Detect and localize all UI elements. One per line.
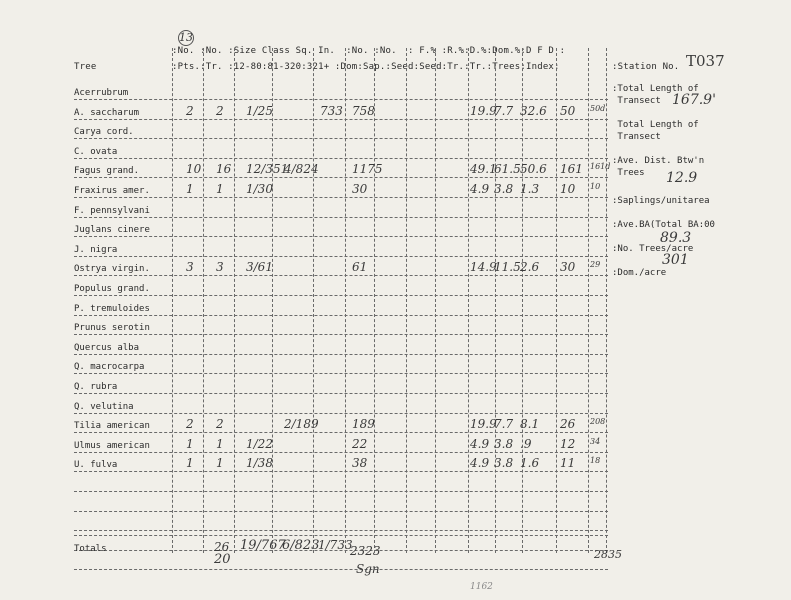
cell-r: 3.8 [494, 456, 514, 471]
cell-domp: 12 [560, 436, 576, 451]
col-line [345, 48, 346, 553]
cell-s2: 4/824 [284, 162, 319, 177]
row-rule [74, 373, 608, 374]
row-rule [74, 393, 608, 394]
cell-tr: 16 [216, 162, 232, 177]
species-name: Juglans cinere [74, 225, 150, 236]
cell-s3: 733 [320, 103, 343, 118]
species-name: Acerrubrum [74, 88, 129, 98]
cell-f: 49.1 [470, 162, 497, 177]
station-label: :Station No. [612, 62, 680, 72]
avg-dist-label: :Ave. Dist. Btw'n [612, 156, 705, 166]
cell-domp: 161 [560, 162, 583, 177]
cell-extra: 10 [590, 182, 601, 191]
cell-extra: 34 [590, 436, 601, 446]
avg-dist-value: 12.9 [666, 170, 698, 186]
totals-label: Totals [74, 544, 107, 554]
col-line [495, 48, 496, 553]
row-rule [74, 413, 608, 414]
cell-domp: 30 [560, 260, 576, 275]
cell-s2: 2/189 [284, 417, 319, 432]
cell-tr: 1 [216, 456, 224, 471]
cell-s1: 1/22 [246, 436, 273, 451]
cell-tr: 3 [216, 260, 224, 275]
col-line [172, 48, 173, 553]
saplings-label: :Saplings/unitarea [612, 196, 710, 206]
trees-acre-value: 301 [662, 252, 689, 268]
row-rule [74, 177, 608, 178]
cell-extra: 208 [590, 417, 606, 427]
species-name: Populus grand. [74, 284, 150, 294]
cell-extra: 29 [590, 260, 601, 270]
cell-dom: 758 [352, 103, 375, 118]
cell-f: 4.9 [470, 456, 490, 471]
row-rule [74, 158, 608, 159]
species-name: F. pennsylvani [74, 205, 150, 216]
cell-domp: 11 [560, 456, 576, 471]
cell-pts: 3 [186, 260, 194, 275]
species-name: Quercus alba [74, 342, 140, 353]
cell-f: 19.9 [470, 417, 497, 432]
totals-tr: 26 [214, 540, 230, 554]
cell-domp: 26 [560, 417, 576, 432]
total-length-label: :Total Length of [612, 84, 699, 94]
cell-pts: 2 [186, 103, 194, 118]
species-name: P. tremuloides [74, 303, 150, 314]
header-line-2: :Pts.:Tr. :12-80:81-320:321+ :Dom:Sap.:Seed:Seed:Tr.:Tr.:Trees:Index: [172, 62, 560, 72]
col-line [313, 48, 314, 553]
header-tree-label: Tree [74, 62, 97, 72]
totals-rule [74, 535, 608, 536]
species-name: Q. rubra [74, 382, 118, 392]
species-name: A. saccharum [74, 107, 140, 118]
cell-d: 32.6 [520, 103, 547, 118]
row-rule [74, 119, 608, 120]
cell-extra: 50d [590, 103, 606, 113]
cell-tr: 1 [216, 182, 224, 196]
cell-tr: 2 [216, 103, 224, 118]
col-line [606, 48, 607, 553]
row-rule [74, 275, 608, 276]
signature: Sgn [356, 562, 380, 576]
species-name: Q. velutina [74, 401, 134, 412]
cell-tr: 2 [216, 417, 224, 432]
cell-r: 61.5 [494, 162, 521, 177]
cell-r: 7.7 [494, 103, 514, 118]
cell-dom: 22 [352, 436, 368, 451]
col-line [272, 48, 273, 553]
cell-dom: 189 [352, 417, 375, 432]
cell-f: 19.9 [470, 103, 497, 118]
row-rule [74, 197, 608, 198]
col-line [234, 48, 235, 553]
cell-s1: 1/25 [246, 103, 273, 118]
species-name: J. nigra [74, 244, 118, 255]
species-name: C. ovata [74, 146, 118, 157]
col-line [406, 48, 407, 553]
row-rule [74, 217, 608, 218]
cell-s1: 1/38 [246, 456, 273, 471]
species-name: Tilia american [74, 421, 150, 432]
header-line-1: :No. :No. :Size Class Sq. In. :No. :No. : F.% :R.%:D.%:Dom.%:D F D : [172, 46, 566, 56]
cell-domp: 50 [560, 103, 576, 118]
cell-extra: 161d [590, 162, 611, 172]
cell-dom: 1175 [352, 162, 383, 177]
cell-d: 50.6 [520, 162, 547, 177]
cell-d: 1.3 [520, 182, 540, 196]
cell-tr: 1 [216, 436, 224, 451]
totals-right: 2835 [594, 548, 622, 561]
total-length-label-2: Transect [612, 96, 661, 106]
species-name: Carya cord. [74, 127, 134, 138]
cell-s1: 3/61 [246, 260, 273, 275]
row-rule [74, 471, 608, 472]
row-rule [74, 334, 608, 335]
cell-pts: 1 [186, 456, 194, 471]
ave-ba-value: 89.3 [660, 230, 692, 246]
cell-d: 1.6 [520, 456, 540, 471]
cell-pts: 1 [186, 436, 194, 451]
species-name: Ulmus american [74, 440, 150, 451]
totals-dom: 2323 [350, 544, 381, 558]
total-length2-label-2: Transect [612, 132, 661, 142]
totals-pts: 20 [214, 552, 231, 567]
row-rule [74, 569, 608, 570]
col-line [588, 48, 589, 553]
total-length-value: 167.9' [672, 92, 716, 108]
row-rule [74, 99, 608, 100]
ave-ba-label: :Ave.BA(Total BA:00 [612, 220, 715, 230]
cell-r: 3.8 [494, 436, 514, 451]
cell-f: 4.9 [470, 436, 490, 451]
species-name: Fraxirus amer. [74, 186, 150, 196]
pencil-note: 1162 [470, 582, 493, 592]
avg-dist-label-2: Trees [612, 168, 645, 178]
cell-dom: 38 [352, 456, 368, 471]
cell-d: 2.6 [520, 260, 540, 275]
cell-d: .9 [520, 436, 532, 451]
totals-size1: 19/767 [240, 538, 286, 553]
row-rule [74, 315, 608, 316]
cell-domp: 10 [560, 182, 576, 196]
cell-pts: 2 [186, 417, 194, 432]
col-line [374, 48, 375, 553]
corner-mark: 13 [179, 31, 193, 44]
row-rule [74, 511, 608, 512]
totals-size3: 1/733 [318, 538, 353, 552]
dom-acre-label: :Dom./acre [612, 268, 667, 278]
cell-s1: 12/351 [246, 162, 289, 177]
col-line [435, 48, 436, 553]
cell-r: 7.7 [494, 417, 514, 432]
species-name: Prunus serotin [74, 323, 150, 334]
cell-f: 14.9 [470, 260, 497, 275]
cell-f: 4.9 [470, 182, 490, 196]
row-rule [74, 432, 608, 433]
col-line [203, 48, 204, 553]
cell-r: 3.8 [494, 182, 514, 196]
cell-dom: 30 [352, 182, 368, 196]
row-rule [74, 236, 608, 237]
cell-s1: 1/30 [246, 182, 273, 196]
row-rule [74, 138, 608, 139]
total-length2-label: Total Length of [612, 120, 699, 130]
station-number: T037 [686, 52, 725, 70]
trees-acre-label: :No. Trees/acre [612, 244, 694, 254]
species-name: Fagus grand. [74, 166, 140, 177]
species-name: Ostrya virgin. [74, 264, 150, 275]
row-rule [74, 530, 608, 531]
col-line [468, 48, 469, 553]
cell-pts: 10 [186, 162, 202, 177]
cell-pts: 1 [186, 182, 194, 196]
row-rule [74, 256, 608, 257]
totals-size2: 6/823 [282, 538, 320, 553]
row-rule [74, 354, 608, 355]
cell-dom: 61 [352, 260, 368, 275]
col-line [522, 48, 523, 553]
row-rule [74, 295, 608, 296]
cell-r: 11.5 [494, 260, 521, 275]
col-line [556, 48, 557, 553]
row-rule [74, 491, 608, 492]
cell-extra: 18 [590, 456, 601, 466]
species-name: Q. macrocarpa [74, 362, 145, 373]
row-rule [74, 452, 608, 453]
species-name: U. fulva [74, 460, 118, 471]
cell-d: 8.1 [520, 417, 540, 432]
